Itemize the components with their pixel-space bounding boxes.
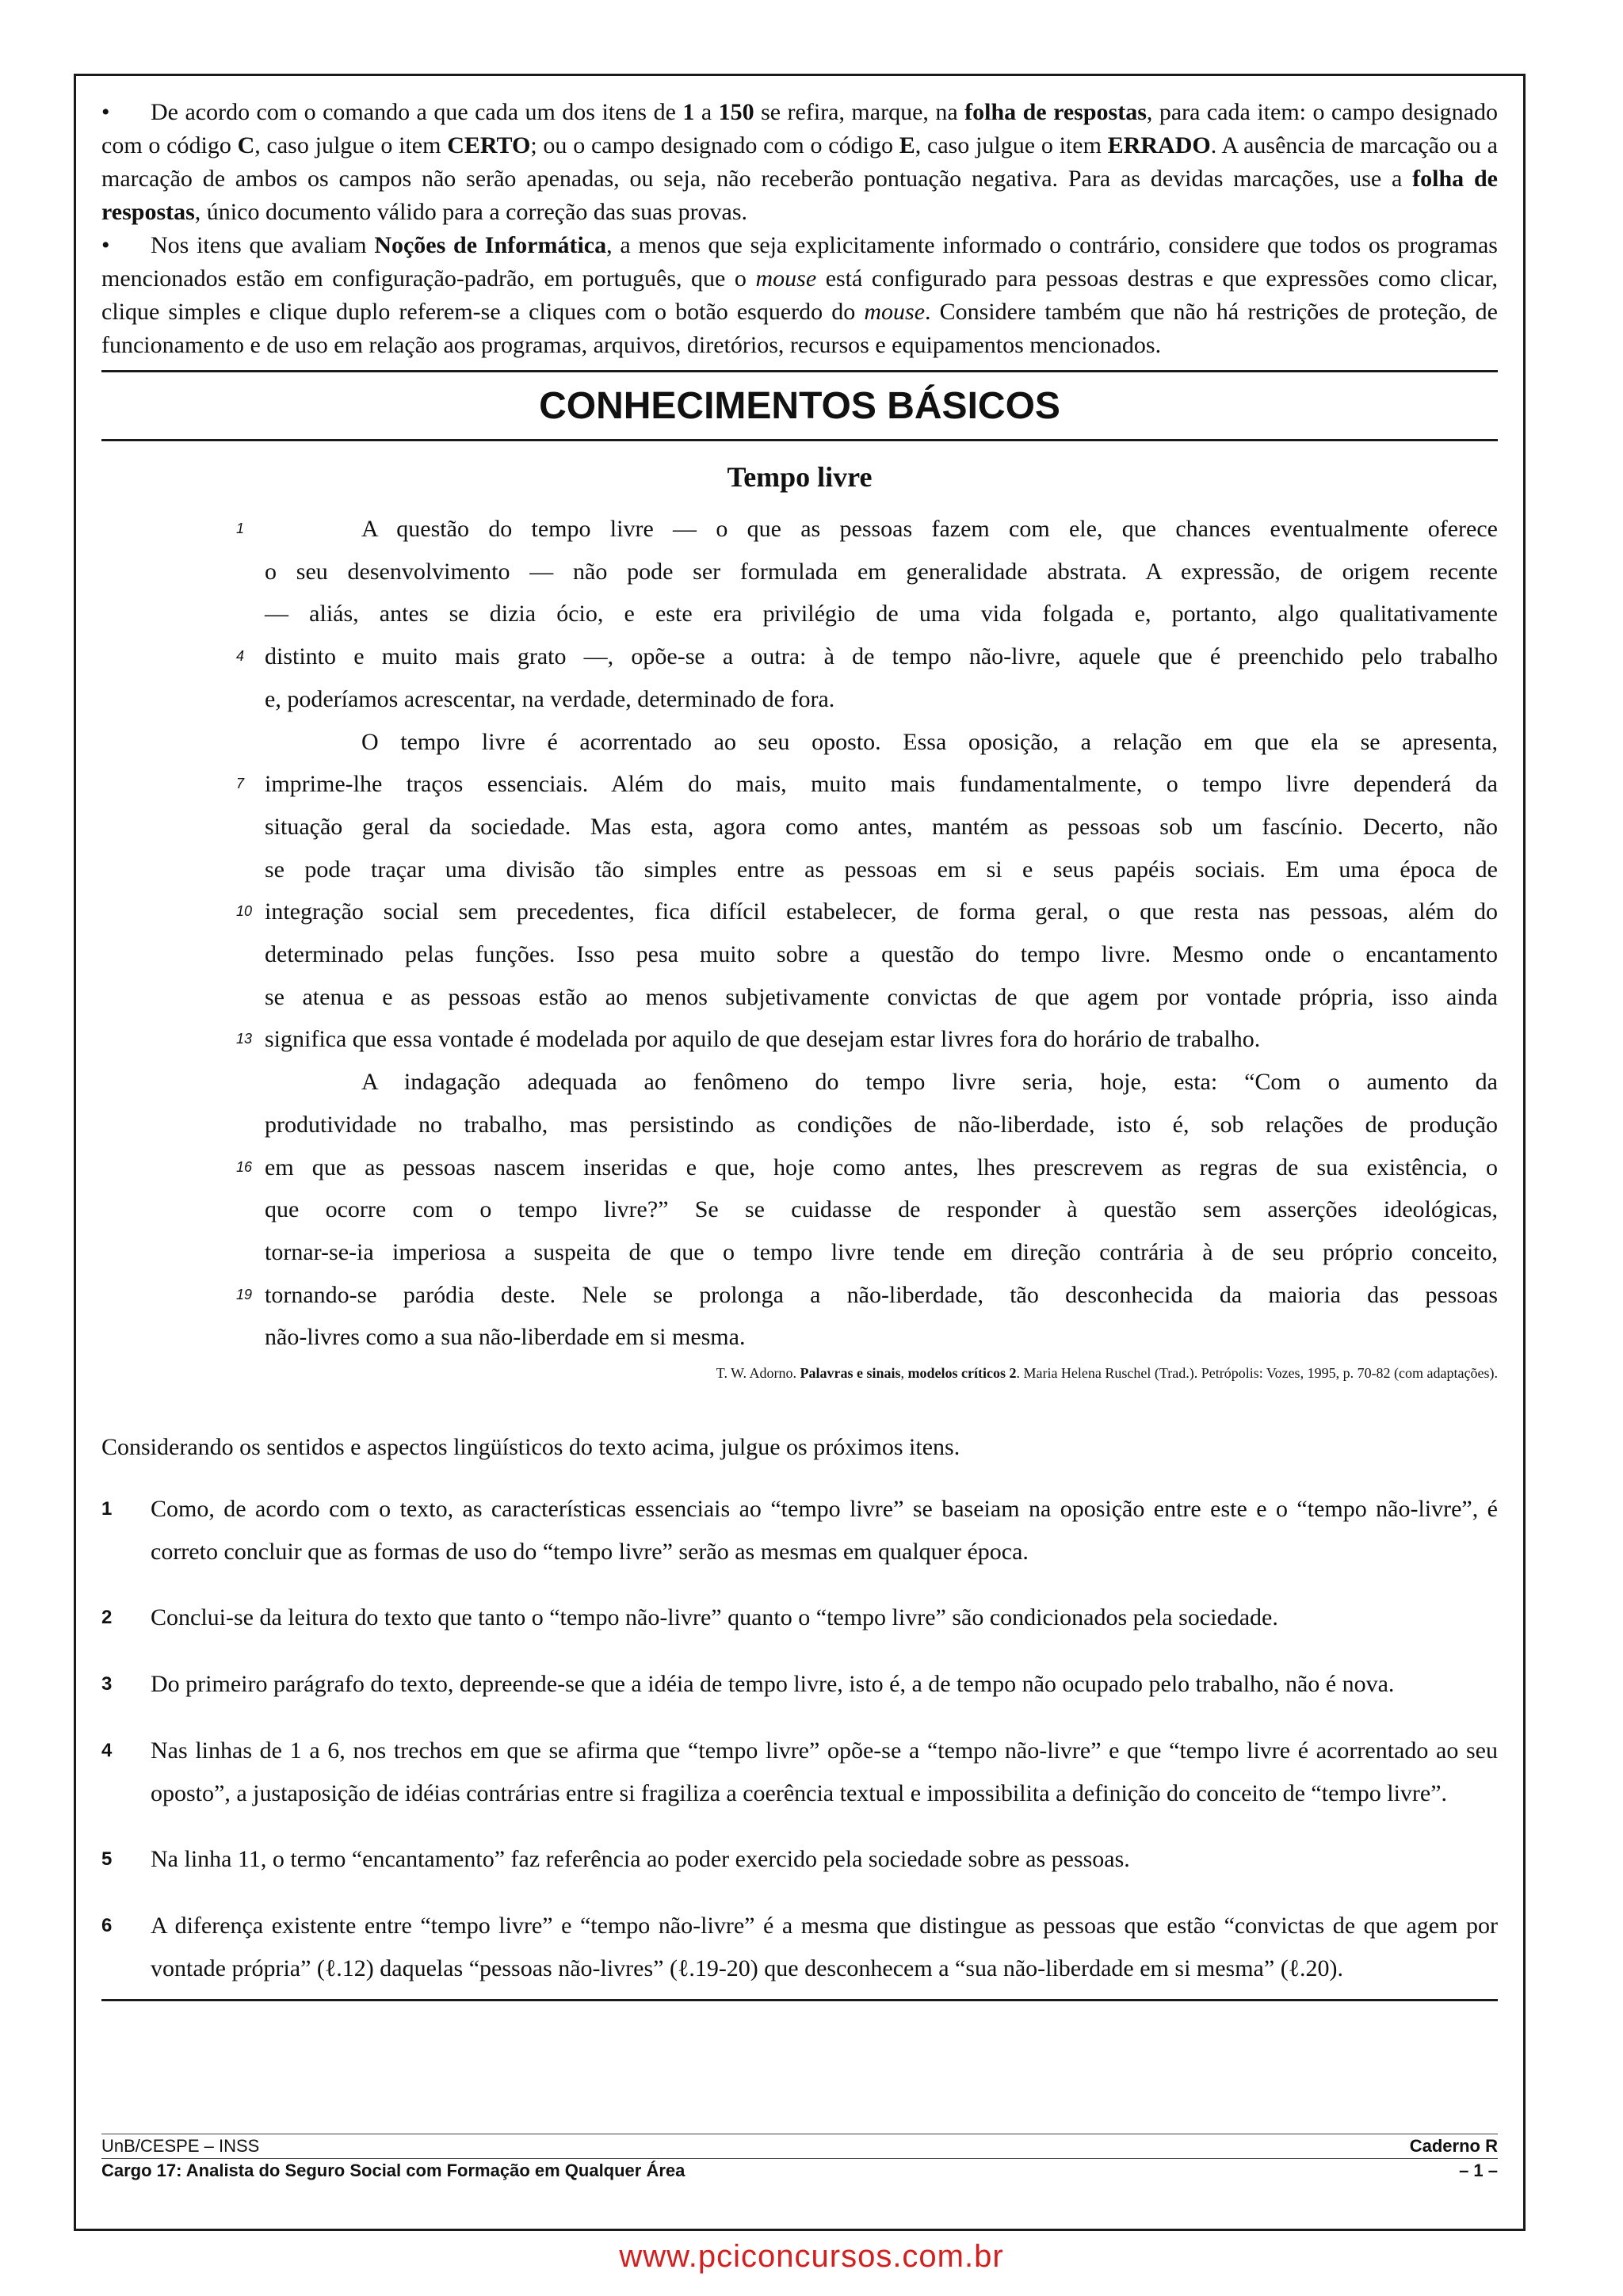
passage-line	[236, 635, 1498, 678]
line-number: 10	[236, 903, 253, 920]
line-text: em que as pessoas nascem inseridas e que, hoje como antes, lhes prescrevem as regras de sua existência, o	[265, 1154, 1498, 1180]
instruction-bold: CERTO	[447, 132, 531, 158]
passage-line	[265, 593, 1498, 635]
passage-line	[236, 763, 1498, 806]
source-bold: modelos críticos 2	[907, 1365, 1017, 1382]
page-frame	[74, 74, 1526, 2231]
source-citation	[101, 1365, 1498, 1382]
section-title: CONHECIMENTOS BÁSICOS	[539, 385, 1060, 427]
passage-line	[265, 1316, 1498, 1359]
instruction-text: se refira, marque, na	[754, 99, 965, 125]
bullet: •	[101, 99, 110, 125]
line-number: 4	[236, 648, 245, 665]
question-item	[101, 1663, 1498, 1706]
instruction-text: . Considere também que não há restrições de proteção, de funcionamento e de uso em relação aos programas, arquivos, diretórios, recursos e equipamentos mencionados.	[101, 299, 1498, 358]
line-number: 13	[236, 1031, 253, 1047]
item-text: A diferença existente entre “tempo livre” e “tempo não-livre” é a mesma que distingue as pessoas que estão “convictas de que agem por vontade própria” (ℓ.12) daquelas “pessoas não-livres” (ℓ.19-20) que desconhecem a “sua não-liberdade em si mesma” (ℓ.20).	[151, 1912, 1498, 1981]
items-list	[101, 1488, 1498, 1989]
divider	[101, 1999, 1498, 2001]
passage-line	[236, 891, 1498, 933]
line-text: integração social sem precedentes, fica difícil estabelecer, de forma geral, o que resta nas pessoas, além do	[265, 898, 1498, 925]
instruction-text: , a menos que seja explicitamente informado o contrário, considere que todos os programas mencionados estão em configuração-padrão, em português, que o	[101, 232, 1498, 292]
item-number: 5	[101, 1848, 113, 1871]
instruction-paragraph-2	[101, 229, 1498, 362]
line-text: se pode traçar uma divisão tão simples entre as pessoas em si e seus papéis sociais. Em uma época de	[265, 856, 1498, 883]
footer-position: Cargo 17: Analista do Seguro Social com Formação em Qualquer Área	[101, 2161, 685, 2180]
item-number: 3	[101, 1673, 113, 1695]
instruction-text: a	[694, 99, 719, 125]
footer-booklet: Caderno R	[1409, 2136, 1498, 2156]
passage-line	[265, 1061, 1498, 1104]
question-item	[101, 1905, 1498, 1989]
line-text: O tempo livre é acorrentado ao seu oposto. Essa oposição, a relação em que ela se apresenta,	[361, 728, 1498, 755]
divider	[101, 439, 1498, 441]
line-text: se atenua e as pessoas estão ao menos subjetivamente convictas de que agem por vontade própria, isso ainda	[265, 983, 1498, 1010]
passage-line	[236, 1018, 1498, 1061]
footer-row-2	[101, 2158, 1498, 2183]
instruction-bold: 150	[718, 99, 754, 125]
instructions	[101, 96, 1498, 362]
passage	[236, 508, 1498, 1359]
instruction-text: , para cada item: o campo designado com o código	[101, 99, 1498, 158]
passage-line	[265, 678, 1498, 721]
item-number: 1	[101, 1498, 113, 1520]
instruction-bold: C	[237, 132, 255, 158]
passage-line	[265, 1104, 1498, 1146]
passage-line	[265, 1231, 1498, 1274]
passage-line	[236, 1274, 1498, 1317]
item-text: Como, de acordo com o texto, as características essenciais ao “tempo livre” se baseiam na oposição entre este e o “tempo não-livre”, é correto concluir que as formas de uso do “tempo livre” serão as mesmas em qualquer época.	[151, 1496, 1498, 1565]
question-item	[101, 1488, 1498, 1573]
website-link[interactable]: www.pciconcursos.com.br	[619, 2239, 1004, 2274]
instruction-italic: mouse	[755, 265, 817, 292]
line-text: determinado pelas funções. Isso pesa muito sobre a questão do tempo livre. Mesmo onde o encantamento	[265, 941, 1498, 968]
line-text: tornar-se-ia imperiosa a suspeita de que o tempo livre tende em direção contrária à de seu próprio conceito,	[265, 1238, 1498, 1265]
item-text: Do primeiro parágrafo do texto, depreende-se que a idéia de tempo livre, isto é, a de tempo não ocupado pelo trabalho, não é nova.	[151, 1671, 1395, 1698]
passage-line	[265, 551, 1498, 593]
line-number: 16	[236, 1158, 253, 1175]
footer-page-number: – 1 –	[1459, 2161, 1498, 2180]
instruction-text: Nos itens que avaliam	[151, 232, 375, 258]
page-content	[101, 96, 1498, 2001]
line-text: A indagação adequada ao fenômeno do tempo livre seria, hoje, esta: “Com o aumento da	[361, 1069, 1498, 1096]
instruction-bold: E	[899, 132, 915, 158]
line-text: significa que essa vontade é modelada por aquilo de que desejam estar livres fora do horário de trabalho.	[265, 1026, 1261, 1053]
question-item	[101, 1596, 1498, 1639]
line-text: que ocorre com o tempo livre?” Se se cuidasse de responder à questão sem asserções ideológicas,	[265, 1196, 1498, 1223]
line-text: o seu desenvolvimento — não pode ser formulada em generalidade abstrata. A expressão, de origem recente	[265, 558, 1498, 585]
line-number: 7	[236, 776, 245, 792]
line-text: — aliás, antes se dizia ócio, e este era privilégio de uma vida folgada e, portanto, algo qualitativamente	[265, 601, 1498, 627]
line-text: A questão do tempo livre — o que as pessoas fazem com ele, que chances eventualmente oferece	[361, 516, 1498, 542]
instruction-text: , único documento válido para a correção das suas provas.	[194, 199, 748, 225]
items-intro: Considerando os sentidos e aspectos lingüísticos do texto acima, julgue os próximos itens.	[101, 1434, 960, 1461]
instruction-italic: mouse	[864, 299, 926, 325]
instruction-paragraph-1	[101, 96, 1498, 229]
passage-line	[265, 806, 1498, 849]
instruction-text: De acordo com o comando a que cada um dos itens de	[151, 99, 683, 125]
passage-line	[265, 721, 1498, 764]
instruction-text: , caso julgue o item	[254, 132, 448, 158]
instruction-bold: Noções de Informática	[374, 232, 607, 258]
passage-line	[265, 1188, 1498, 1231]
source-bold: Palavras e sinais	[800, 1365, 901, 1382]
instruction-text: está configurado para pessoas destras e que expressões como clicar, clique simples e clique duplo referem-se a cliques com o botão esquerdo do	[101, 265, 1498, 325]
bullet: •	[101, 232, 110, 258]
question-item	[101, 1838, 1498, 1881]
passage-line	[265, 933, 1498, 976]
instruction-bold: ERRADO	[1107, 132, 1211, 158]
passage-line	[236, 508, 1498, 551]
footer-org: UnB/CESPE – INSS	[101, 2136, 260, 2156]
instruction-bold: folha de respostas	[964, 99, 1147, 125]
line-text: não-livres como a sua não-liberdade em si mesma.	[265, 1324, 746, 1351]
source-text: T. W. Adorno.	[716, 1365, 800, 1382]
instruction-text: , caso julgue o item	[915, 132, 1108, 158]
question-item	[101, 1730, 1498, 1814]
line-text: distinto e muito mais grato —, opõe-se a outra: à de tempo não-livre, aquele que é preenchido pelo trabalho	[265, 643, 1498, 670]
line-number: 1	[236, 521, 245, 536]
line-text: imprime-lhe traços essenciais. Além do mais, muito mais fundamentalmente, o tempo livre dependerá da	[265, 771, 1498, 798]
passage-line	[265, 849, 1498, 891]
item-text: Na linha 11, o termo “encantamento” faz referência ao poder exercido pela sociedade sobre as pessoas.	[151, 1846, 1130, 1873]
divider	[101, 370, 1498, 372]
item-number: 2	[101, 1607, 113, 1629]
instruction-text: ; ou o campo designado com o código	[530, 132, 899, 158]
line-text: e, poderíamos acrescentar, na verdade, determinado de fora.	[265, 685, 835, 712]
instruction-bold: 1	[682, 99, 695, 125]
item-text: Nas linhas de 1 a 6, nos trechos em que se afirma que “tempo livre” opõe-se a “tempo não-livre” e que “tempo livre é acorrentado ao seu oposto”, a justaposição de idéias contrárias entre si fragiliza a coerência textual e impossibilita a definição do conceito de “tempo livre”.	[151, 1737, 1498, 1806]
footer-row-1	[101, 2134, 1498, 2158]
source-text: . Maria Helena Ruschel (Trad.). Petrópolis: Vozes, 1995, p. 70-82 (com adaptações).	[1016, 1365, 1498, 1382]
source-text: ,	[900, 1365, 908, 1382]
text-title: Tempo livre	[727, 461, 873, 493]
item-text: Conclui-se da leitura do texto que tanto o “tempo não-livre” quanto o “tempo livre” são condicionados pela sociedade.	[151, 1604, 1278, 1631]
item-number: 4	[101, 1739, 113, 1761]
footer	[101, 2134, 1498, 2183]
instruction-bold: folha de respostas	[101, 166, 1498, 225]
line-text: situação geral da sociedade. Mas esta, agora como antes, mantém as pessoas sob um fascínio. Decerto, não	[265, 813, 1498, 840]
line-number: 19	[236, 1286, 253, 1302]
passage-line	[236, 1146, 1498, 1189]
instruction-text: . A ausência de marcação ou a marcação de ambos os campos não serão apenadas, ou seja, não receberão pontuação negativa. Para as devidas marcações, use a	[101, 132, 1498, 192]
item-number: 6	[101, 1914, 113, 1936]
passage-line	[265, 976, 1498, 1019]
line-text: tornando-se paródia deste. Nele se prolonga a não-liberdade, tão desconhecida da maioria das pessoas	[265, 1281, 1498, 1308]
line-text: produtividade no trabalho, mas persistindo as condições de não-liberdade, isto é, sob relações de produção	[265, 1111, 1498, 1138]
